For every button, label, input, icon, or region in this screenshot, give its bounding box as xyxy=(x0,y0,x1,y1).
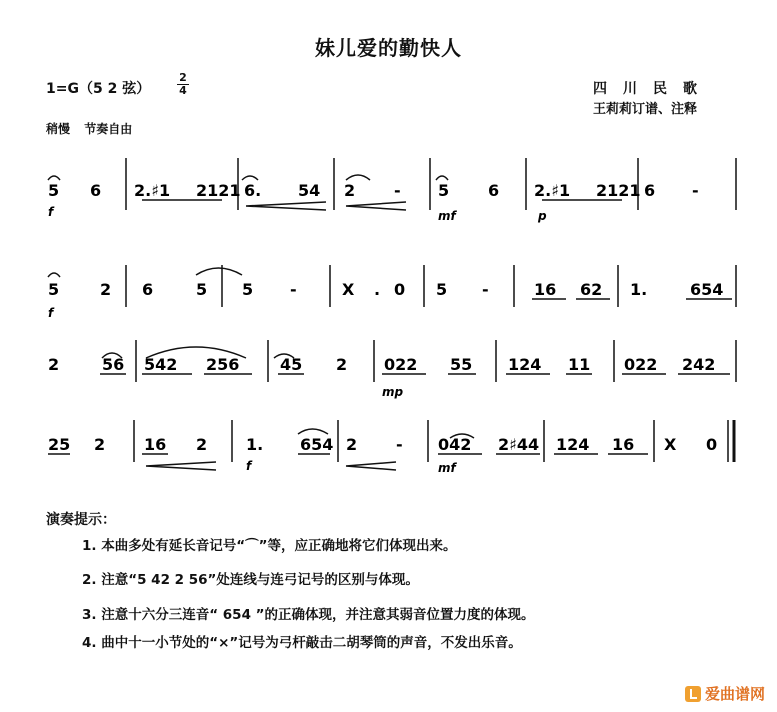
tip-item: 1. 本曲多处有延长音记号“⌒”等，应正确地将它们体现出来。 xyxy=(82,538,457,554)
tempo-marking xyxy=(46,120,142,137)
tempo-speed: 稍慢 xyxy=(46,122,71,136)
music-note-icon xyxy=(685,686,701,702)
note: 2 xyxy=(336,355,348,374)
dynamic-mark: mf xyxy=(438,209,456,223)
note: 5 xyxy=(436,280,448,299)
note: - xyxy=(394,181,401,200)
note: 5 xyxy=(48,181,60,200)
note: - xyxy=(482,280,489,299)
note: 654 xyxy=(300,435,334,454)
note: 2 xyxy=(100,280,112,299)
note: 6 xyxy=(488,181,500,200)
page-title: 妹儿爱的勤快人 xyxy=(315,36,462,60)
note: 62 xyxy=(580,280,603,299)
watermark-text: 爱曲谱网 xyxy=(704,685,765,703)
tip-item: 4. 曲中十一小节处的“×”记号为弓杆敲击二胡琴筒的声音，不发出乐音。 xyxy=(82,635,522,651)
note: 2121 xyxy=(196,181,241,200)
note: 256 xyxy=(206,355,240,374)
note: 6 xyxy=(644,181,656,200)
dynamic-mark: mf xyxy=(438,461,456,475)
note: 2.♯1 xyxy=(134,181,171,200)
time-signature xyxy=(176,72,190,97)
note: - xyxy=(692,181,699,200)
note: 042 xyxy=(438,435,472,454)
note: 2 xyxy=(344,181,356,200)
note: 2♯44 xyxy=(498,435,540,454)
note: 25 xyxy=(48,435,71,454)
score-line-1 xyxy=(46,150,738,230)
note: 16 xyxy=(612,435,635,454)
note: 11 xyxy=(568,355,591,374)
note: 56 xyxy=(102,355,125,374)
note: 654 xyxy=(690,280,724,299)
note: 2 xyxy=(48,355,60,374)
tip-item: 2. 注意“5 42 2 56”处连线与连弓记号的区别与体现。 xyxy=(82,572,419,588)
tips-heading: 演奏提示： xyxy=(46,512,116,528)
key-signature: 1=G（5 2 弦） xyxy=(46,81,151,97)
time-signature-top: 2 xyxy=(179,71,187,84)
note: 022 xyxy=(384,355,418,374)
note: 6 xyxy=(142,280,154,299)
note: 45 xyxy=(280,355,303,374)
note: - xyxy=(396,435,403,454)
time-signature-bottom: 4 xyxy=(179,84,187,97)
note: 16 xyxy=(144,435,167,454)
note: 124 xyxy=(556,435,590,454)
note: 1. xyxy=(246,435,264,454)
note: . xyxy=(374,280,381,299)
score-line-4 xyxy=(46,410,738,480)
note: X xyxy=(664,435,677,454)
note: 542 xyxy=(144,355,178,374)
dynamic-mark: f xyxy=(48,205,54,219)
note: 6 xyxy=(90,181,102,200)
watermark xyxy=(685,683,765,704)
dynamic-mark: p xyxy=(538,209,547,223)
note: X xyxy=(342,280,355,299)
note: 2.♯1 xyxy=(534,181,571,200)
tempo-rhythm: 节奏自由 xyxy=(84,122,133,136)
dynamic-mark: f xyxy=(48,306,54,320)
tip-item: 3. 注意十六分三连音“ 654 ”的正确体现，并注意其弱音位置力度的体现。 xyxy=(82,607,535,623)
score-line-3 xyxy=(46,330,738,405)
note: 242 xyxy=(682,355,716,374)
note: 54 xyxy=(298,181,321,200)
dynamic-mark: f xyxy=(246,459,252,473)
note: 55 xyxy=(450,355,473,374)
note: 2 xyxy=(94,435,106,454)
genre-label: 四川民歌 xyxy=(593,81,713,97)
note: 2 xyxy=(346,435,358,454)
note: 1. xyxy=(630,280,648,299)
editor-credit: 王莉莉订谱、注释 xyxy=(593,102,698,117)
note: 5 xyxy=(196,280,208,299)
note: 2 xyxy=(196,435,208,454)
dynamic-mark: mp xyxy=(382,385,404,399)
note: 2121 xyxy=(596,181,641,200)
note: 0 xyxy=(706,435,718,454)
note: 124 xyxy=(508,355,542,374)
note: 022 xyxy=(624,355,658,374)
note: 16 xyxy=(534,280,557,299)
note: 5 xyxy=(242,280,254,299)
note: 5 xyxy=(438,181,450,200)
score-line-2 xyxy=(46,255,738,325)
note: 6. xyxy=(244,181,262,200)
note: - xyxy=(290,280,297,299)
note: 0 xyxy=(394,280,406,299)
note: 5 xyxy=(48,280,60,299)
